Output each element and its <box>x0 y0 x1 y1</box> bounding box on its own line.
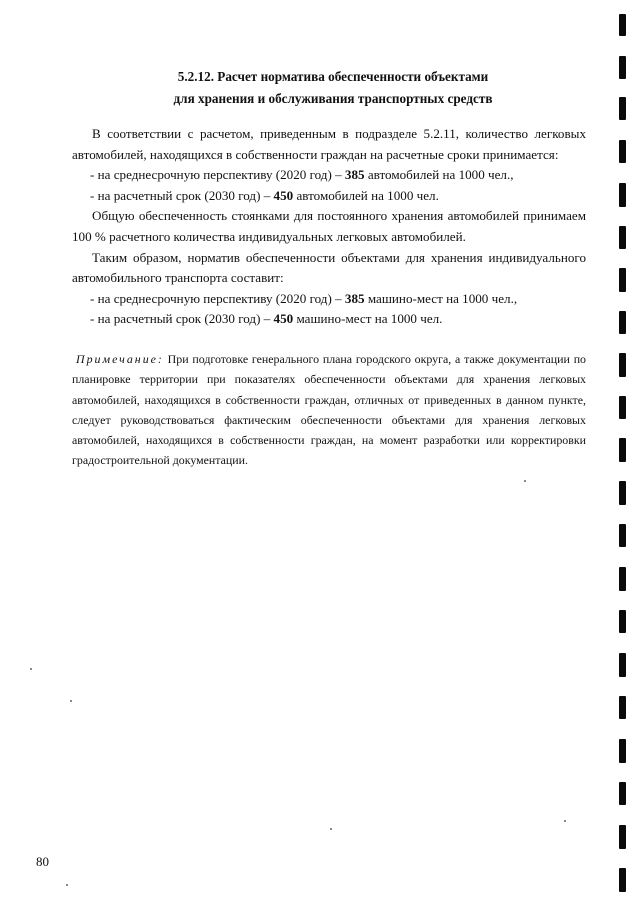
punch-mark <box>619 353 626 377</box>
paragraph-calculation: В соответствии с расчетом, приведенным в подразделе 5.2.11, количество легковых автомобилей, находящихся в собственности граждан на расчетные сроки принимается: <box>72 126 586 162</box>
punch-mark <box>619 868 626 892</box>
list-item-text: - на среднесрочную перспективу (2020 год) – <box>90 167 345 183</box>
punch-mark <box>619 610 626 633</box>
punch-mark <box>619 56 626 79</box>
punch-mark <box>619 268 626 292</box>
punch-mark <box>619 696 626 719</box>
section-heading-line-1: 5.2.12. Расчет норматива обеспеченности объектами <box>177 69 489 84</box>
punch-mark <box>619 739 626 763</box>
paragraph-parking-coverage: Общую обеспеченность стоянками для постоянного хранения автомобилей принимаем 100 % расчетного количества индивидуальных легковых автомобилей. <box>72 208 586 244</box>
scan-speck <box>70 700 72 702</box>
punch-mark <box>619 438 626 462</box>
list-item-2020-spaces <box>72 289 586 310</box>
punch-mark <box>619 226 626 249</box>
list-item-2030-spaces <box>72 309 586 330</box>
list-item-2030-cars <box>72 186 586 207</box>
section-heading-line-2: для хранения и обслуживания транспортных средств <box>173 91 493 106</box>
punch-mark <box>619 396 626 419</box>
list-item-text: машино-мест на 1000 чел., <box>364 290 518 306</box>
punch-mark <box>619 140 626 163</box>
list-item-text: - на среднесрочную перспективу (2020 год) – <box>90 290 345 306</box>
punch-mark <box>619 311 626 334</box>
note-label: Примечание: <box>76 352 164 366</box>
scan-speck <box>564 820 566 822</box>
list-item-2020-cars <box>72 165 586 186</box>
punch-mark <box>619 567 626 591</box>
punch-mark <box>619 481 626 505</box>
binding-punch-strip <box>619 0 631 905</box>
body-text <box>72 124 586 330</box>
punch-mark <box>619 183 626 207</box>
scan-speck <box>30 668 32 670</box>
punch-mark <box>619 782 626 805</box>
note-block <box>72 349 586 471</box>
list-item-value: 385 <box>344 290 365 306</box>
punch-mark <box>619 653 626 677</box>
list-item-text: автомобилей на 1000 чел., <box>364 167 514 183</box>
list-item-value: 385 <box>344 167 365 183</box>
list-item-value: 450 <box>273 187 294 203</box>
page-number: 80 <box>36 854 49 869</box>
paragraph-norm: Таким образом, норматив обеспеченности объектами для хранения индивидуального автомобильного транспорта составит: <box>72 249 586 286</box>
list-item-value: 450 <box>273 311 294 327</box>
list-item-text: - на расчетный срок (2030 год) – <box>90 311 274 327</box>
punch-mark <box>619 524 626 547</box>
scan-speck <box>330 828 332 830</box>
punch-mark <box>619 97 626 120</box>
scan-speck <box>524 480 526 482</box>
scan-speck <box>66 884 68 886</box>
list-item-text: - на расчетный срок (2030 год) – <box>90 187 274 203</box>
punch-mark <box>619 14 626 36</box>
punch-mark <box>619 825 626 849</box>
note-text: При подготовке генерального плана городского округа, а также документации по планировке территории при показателях обеспеченности объектами для хранения легковых автомобилей, находящихся в собственности граждан, отличных от приведенных в данном пункте, следует руководствоваться фактическим обеспеченности объектами для хранения легковых автомобилей, находящихся в собственности граждан, на момент разработки или корректировки градостроительной документации. <box>72 352 586 468</box>
list-item-text: автомобилей на 1000 чел. <box>293 187 439 203</box>
list-item-text: машино-мест на 1000 чел. <box>293 311 443 327</box>
